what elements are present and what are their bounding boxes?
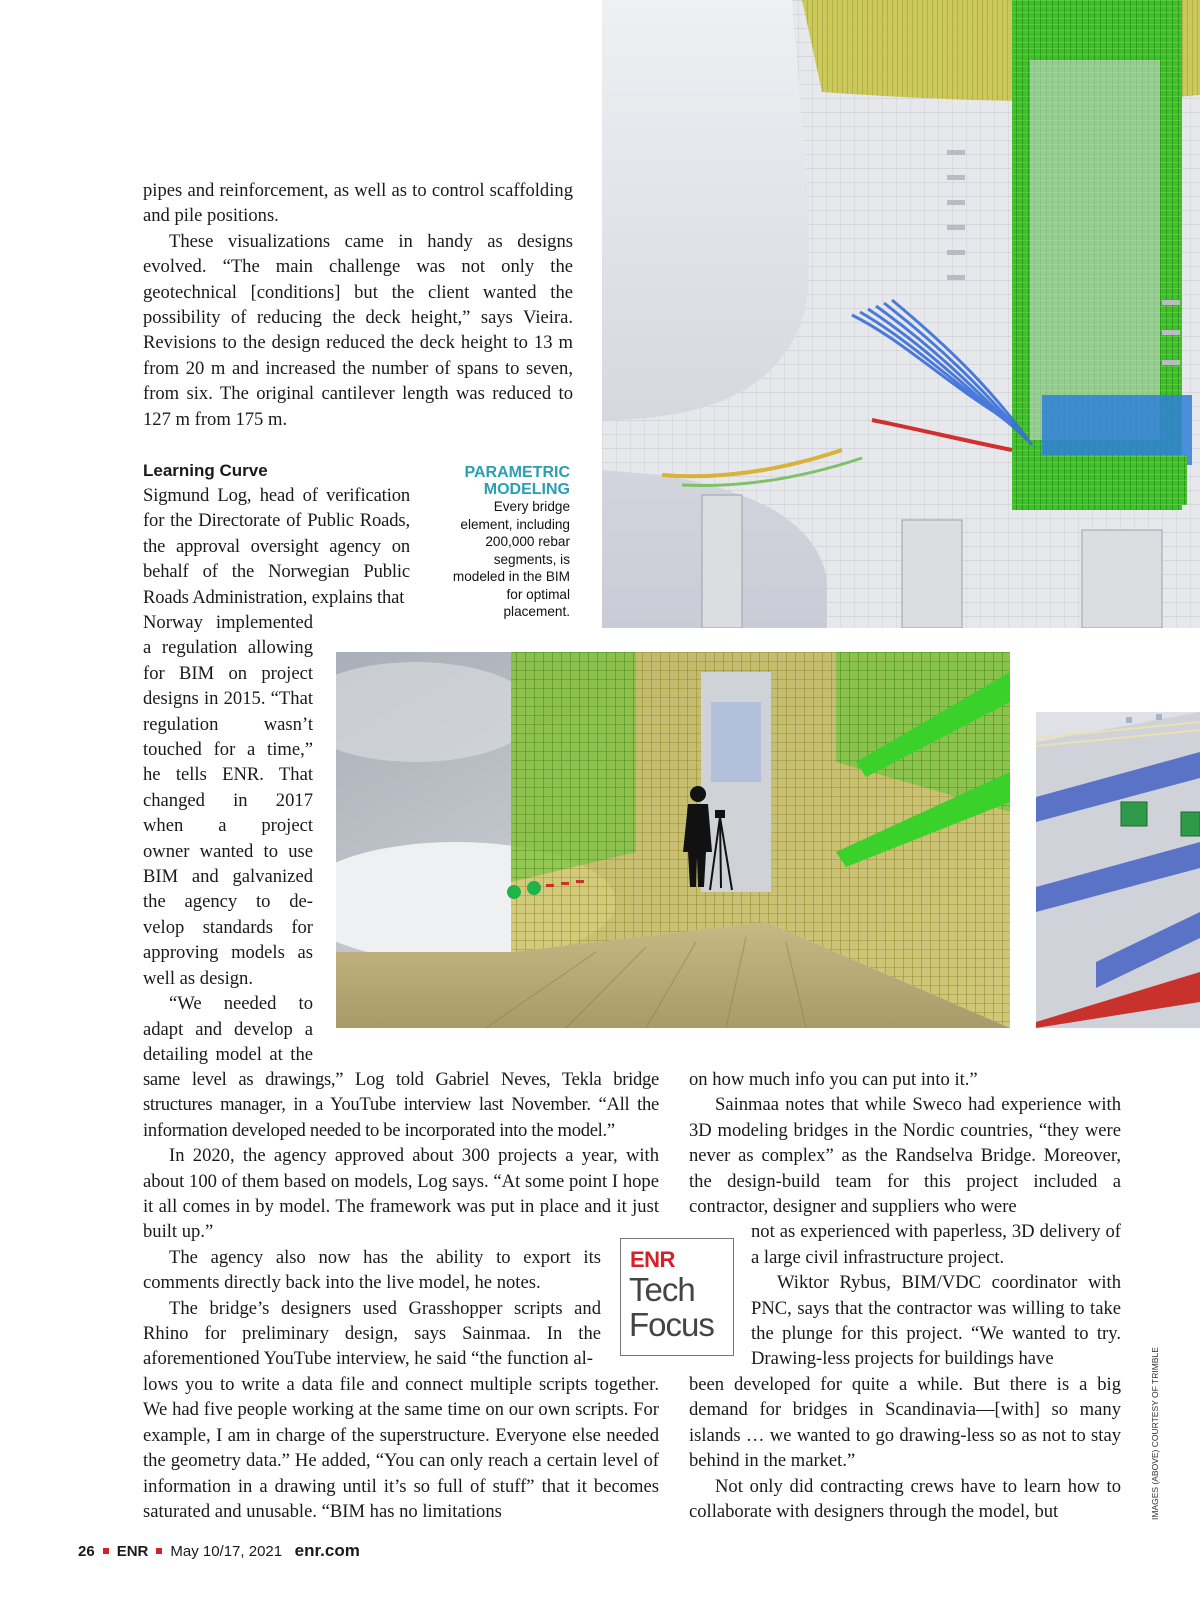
logo-line-1: Tech	[629, 1271, 695, 1308]
narrow-line: a regulation allowing	[143, 637, 313, 659]
narrow-line: owner wanted to use	[143, 840, 313, 862]
col2-paragraph-3-wide: been developed for quite a while. But there is a big demand for bridges in Scandinavia—[with] so many islands … we wanted to go drawing-less so as not to stay behind in the market.”	[689, 1373, 1121, 1472]
col2-paragraph-4: Not only did contracting crews have to learn how to collaborate with designers through the model, but	[689, 1475, 1121, 1522]
narrow-line: well as design.	[143, 967, 253, 989]
narrow-column	[143, 610, 313, 1067]
section-lead-paragraph: Sigmund Log, head of verification for the Directorate of Public Roads, the approval oversight agency on behalf of the Norwegian Public Roads Administration, explains that	[143, 485, 410, 608]
column-2	[689, 1067, 1121, 1524]
col1-paragraph-2: In 2020, the agency approved about 300 projects a year, with about 100 of them based on models, Log says. “At some point I hope it all comes in by model. The framework was put in place and it just built up.”	[143, 1145, 659, 1243]
intro-text	[143, 178, 573, 432]
narrow-line: “We needed to	[169, 993, 313, 1015]
enr-tech-focus-logo	[620, 1238, 734, 1356]
col1-paragraph-4-wide: lows you to write a data file and connect multiple scripts together. We had five people working at the same time on our own scripts. For example, I am in charge of the superstructure. Everyone else needed the geometry data.” He added, “You can only reach a certain level of information in a drawing until it’s so full of stuff” that it becomes saturated and unusable. “BIM has no limitations	[143, 1373, 659, 1522]
col2-paragraph-3-narrow: Wiktor Rybus, BIM/VDC coordinator with PNC, says that the contractor was willing to take the plunge for this project. “We wanted to try. Drawing-less projects for buildings have	[751, 1272, 1121, 1370]
col1-paragraph-4-narrow: The bridge’s designers used Grasshopper scripts and Rhino for preliminary design, says Sainmaa. In the aforementioned YouTube interview, he said “the function al-	[143, 1297, 601, 1370]
page-number: 26	[78, 1543, 95, 1560]
narrow-line: when a project	[143, 815, 313, 837]
intro-paragraph-1: pipes and reinforcement, as well as to control scaffolding and pile positions.	[143, 180, 573, 227]
caption-title-line-1: PARAMETRIC	[464, 464, 570, 481]
footer-magazine: ENR	[116, 1543, 149, 1560]
narrow-line: adapt and develop a	[143, 1018, 313, 1040]
narrow-line: changed in 2017	[143, 789, 313, 811]
col1-paragraph-3: The agency also now has the ability to export its comments directly back into the live model, he notes.	[143, 1246, 601, 1294]
narrow-line: detailing model at the	[143, 1043, 313, 1065]
image-credit: IMAGES (ABOVE) COURTESY OF TRIMBLE	[1150, 1347, 1160, 1520]
intro-paragraph-2: These visualizations came in handy as designs evolved. “The main challenge was not only the geotechnical [conditions] but the client wanted the possibility of reducing the deck height,” says Vieira. Revisions to the design reduced the deck height to 13 m from 20 m and increased the number of spans to seven, from six. The original cantilever length was reduced to 127 m from 175 m.	[143, 230, 573, 430]
narrow-line: designs in 2015. “That	[143, 688, 313, 710]
narrow-line: the agency to de-	[143, 891, 313, 913]
section-heading: Learning Curve	[143, 461, 268, 480]
photo-caption	[445, 464, 570, 621]
page-footer	[78, 1541, 360, 1561]
col2-paragraph-2: Sainmaa notes that while Sweco had experience with 3D modeling bridges in the Nordic countries, “they were never as complex” as the Randselva Bridge. Moreover, the design-build team for this project included a contractor, designer and suppliers who were	[689, 1094, 1121, 1218]
narrow-line: Norway implemented	[143, 612, 313, 633]
narrow-line: approving models as	[143, 942, 313, 964]
column-1	[143, 1067, 659, 1524]
narrow-line: for BIM on project	[143, 662, 313, 684]
caption-body: Every bridge element, including 200,000 rebar segments, is modeled in the BIM for optimal placement.	[452, 499, 570, 619]
footer-date: May 10/17, 2021	[170, 1543, 283, 1560]
logo-brand: ENR	[630, 1247, 675, 1272]
narrow-line: regulation wasn’t	[143, 713, 313, 735]
bim-bridge-render-top	[602, 0, 1200, 628]
footer-separator	[156, 1548, 162, 1554]
narrow-line: velop standards for	[143, 916, 313, 938]
narrow-line: he tells ENR. That	[143, 764, 313, 786]
narrow-line: touched for a time,”	[143, 739, 313, 761]
footer-site: enr.com	[294, 1541, 360, 1560]
col2-paragraph-1: on how much info you can put into it.”	[689, 1069, 978, 1090]
footer-separator	[103, 1548, 109, 1554]
bim-interior-render	[336, 652, 1010, 1028]
caption-title-line-2: MODELING	[483, 481, 570, 498]
logo-line-2: Focus	[629, 1306, 714, 1343]
bim-tendon-render	[1036, 712, 1200, 1028]
col1-paragraph-1: same level as drawings,” Log told Gabriel Neves, Tekla bridge structures manager, in a YouTube interview last November. “All the information developed needed to be incorporated into the model.”	[143, 1069, 659, 1141]
narrow-line: BIM and galvanized	[143, 866, 313, 888]
col2-paragraph-2-narrow: not as experienced with paperless, 3D delivery of a large civil infrastructure project.	[751, 1221, 1121, 1268]
